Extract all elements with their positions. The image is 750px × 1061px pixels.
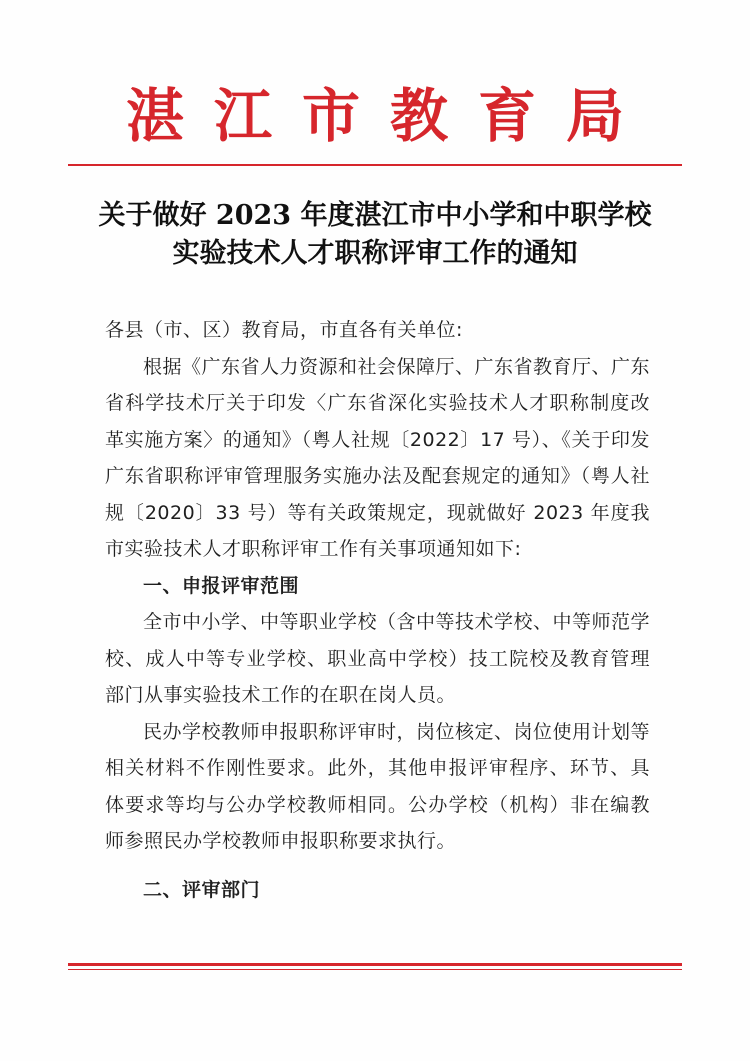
notice-body — [105, 312, 650, 908]
footer-red-rule-thick — [68, 963, 682, 966]
notice-title — [70, 197, 680, 273]
footer-red-rule-thin — [68, 969, 682, 970]
section-1-heading: 一、申报评审范围 — [143, 574, 300, 597]
intro-paragraph: 根据《广东省人力资源和社会保障厅、广东省教育厅、广东省科学技术厅关于印发〈广东省深化实验技术人才职称制度改革实施方案〉的通知》（粤人社规〔2022〕17 号）、《关于印发广东省职称评审管理服务实施办法及配套规定的通知》（粤人社规〔2020〕33 号）等有关政策规定，现就做好 2023 年度我市实验技术人才职称评审工作有关事项通知如下: — [105, 355, 651, 560]
notice-title-line-2: 实验技术人才职称评审工作的通知 — [172, 238, 578, 269]
section-2-heading: 二、评审部门 — [143, 878, 261, 901]
header-red-rule — [68, 164, 682, 166]
salutation: 各县（市、区）教育局，市直各有关单位: — [105, 319, 463, 341]
section-1-paragraph-1: 全市中小学、中等职业学校（含中等技术学校、中等师范学校、成人中等专业学校、职业高中学校）技工院校及教育管理部门从事实验技术工作的在职在岗人员。 — [105, 611, 651, 706]
notice-title-line-1: 关于做好 2023 年度湛江市中小学和中职学校 — [98, 200, 652, 231]
organization-header: 湛江市教育局 — [125, 82, 654, 150]
section-1-paragraph-2: 民办学校教师申报职称评审时，岗位核定、岗位使用计划等相关材料不作刚性要求。此外，其他申报评审程序、环节、具体要求等均与公办学校教师相同。公办学校（机构）非在编教师参照民办学校教师申报职称要求执行。 — [105, 720, 651, 852]
